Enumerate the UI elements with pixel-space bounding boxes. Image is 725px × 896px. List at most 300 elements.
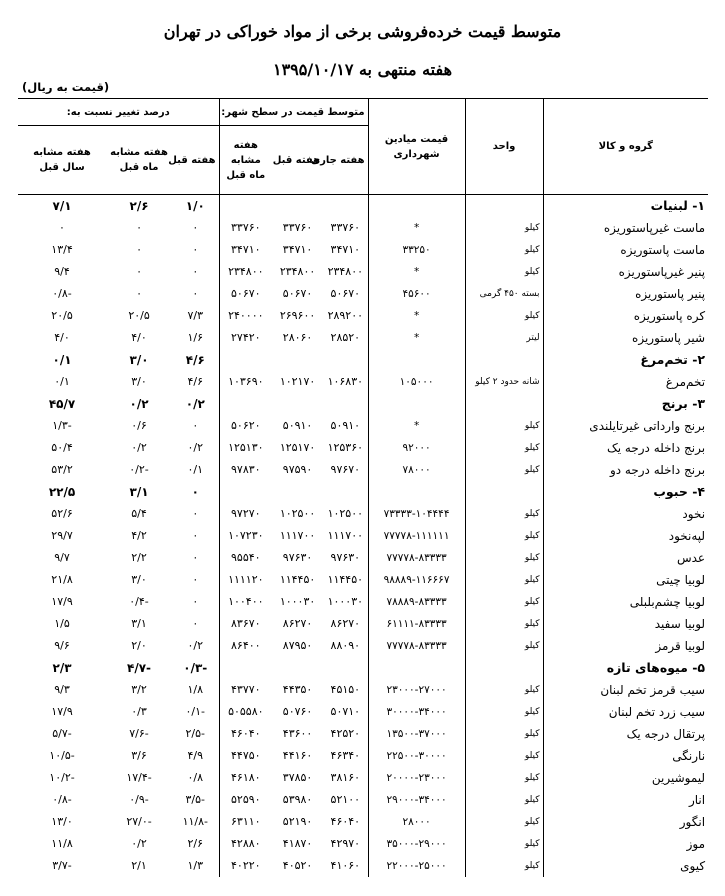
item-name: نارنگی [543, 745, 708, 767]
pct-same-month: ۲/۲ [131, 551, 147, 564]
category-row [18, 481, 708, 503]
current-week-price: ۴۶۰۴۰ [330, 815, 361, 828]
item-unit: کیلو [465, 547, 543, 569]
pct-same-month: ۰ [136, 265, 142, 278]
pct-same-year: ۵۰/۴ [51, 441, 73, 454]
item-name: پرتقال درجه یک [543, 723, 708, 745]
pct-prev-week: ۰ [192, 573, 199, 586]
pct-prev-week: ۱/۰ [185, 198, 205, 213]
item-unit: کیلو [465, 679, 543, 701]
municipal-price [368, 481, 465, 503]
municipal-price: ۲۲۵۰۰-۳۰۰۰۰ [368, 745, 465, 767]
prev-week-price: ۴۴۳۵۰ [282, 683, 313, 696]
table-row [18, 327, 708, 349]
item-unit: کیلو [465, 613, 543, 635]
current-week-price: ۱۱۱۷۰۰ [327, 529, 364, 542]
municipal-price: ۲۳۰۰۰-۲۷۰۰۰ [368, 679, 465, 701]
table-body [18, 195, 708, 877]
current-week-price: ۲۸۵۲۰ [330, 331, 361, 344]
item-name: انگور [543, 811, 708, 833]
pct-same-month: ۲/۰ [131, 639, 147, 652]
pct-same-month: ۳/۰ [131, 573, 147, 586]
item-name: لوبیا قرمز [543, 635, 708, 657]
current-week-price [323, 393, 368, 415]
pct-same-month: ۲/۶ [129, 198, 149, 213]
same-week-month-price: ۲۴۰۰۰۰ [219, 305, 272, 327]
current-week-price: ۳۳۷۶۰ [330, 221, 361, 234]
item-name: برنج داخله درجه یک [543, 437, 708, 459]
pct-prev-week: ۱/۳ [187, 859, 204, 872]
item-name: لوبیا چیتی [543, 569, 708, 591]
pct-prev-week: ۰ [192, 221, 199, 234]
current-week-price: ۲۳۴۸۰۰ [327, 265, 364, 278]
prev-week-price: ۴۱۸۷۰ [282, 837, 313, 850]
prev-week-price: ۱۱۴۴۵۰ [279, 573, 316, 586]
same-week-month-price: ۱۱۱۱۲۰ [219, 569, 272, 591]
municipal-price: ۷۷۷۷۸-۱۱۱۱۱۱ [368, 525, 465, 547]
table-row [18, 503, 708, 525]
header-avg-price: متوسط قیمت در سطح شهر: [219, 99, 368, 126]
same-week-month-price: ۹۵۵۴۰ [219, 547, 272, 569]
report-title: متوسط قیمت خرده‌فروشی برخی از مواد خوراکی در تهران [163, 22, 562, 41]
current-week-price: ۱۲۵۳۶۰ [327, 441, 364, 454]
header-pct-same-month: هفته مشابه ماه قبل [106, 126, 172, 195]
item-unit: کیلو [465, 459, 543, 481]
pct-prev-week: ۰ [191, 484, 199, 499]
item-unit: کیلو [465, 525, 543, 547]
item-unit [465, 481, 543, 503]
pct-same-year: ۵۳/۲ [51, 463, 73, 476]
item-unit: کیلو [465, 503, 543, 525]
same-week-month-price: ۱۰۷۲۳۰ [219, 525, 272, 547]
item-name: پنیر غیرپاستوریزه [543, 261, 708, 283]
table-row [18, 745, 708, 767]
item-name: کره پاستوریزه [543, 305, 708, 327]
item-unit: لیتر [465, 327, 543, 349]
table-row [18, 415, 708, 437]
item-name: شیر پاستوریزه [543, 327, 708, 349]
item-name: لیموشیرین [543, 767, 708, 789]
table-row [18, 723, 708, 745]
item-name: ۳- برنج [543, 393, 708, 415]
item-unit: کیلو [465, 261, 543, 283]
prev-week-price: ۸۷۹۵۰ [282, 639, 313, 652]
pct-same-month: ۰ [136, 221, 142, 234]
header-pct-same-year: هفته مشابه سال قبل [18, 126, 106, 195]
municipal-price: ۲۰۰۰۰-۲۳۰۰۰ [368, 767, 465, 789]
item-unit [465, 195, 543, 217]
same-week-month-price: ۴۳۷۷۰ [219, 679, 272, 701]
table-row [18, 437, 708, 459]
pct-prev-week: -۳/۵ [185, 793, 206, 806]
item-name: ماست پاستوریزه [543, 239, 708, 261]
municipal-price: ۱۳۵۰۰-۳۷۰۰۰ [368, 723, 465, 745]
category-row [18, 393, 708, 415]
current-week-price [323, 195, 368, 217]
same-week-month-price: ۴۲۸۸۰ [219, 833, 272, 855]
municipal-price: * [368, 305, 465, 327]
municipal-price [368, 195, 465, 217]
pct-same-year: -۱۰/۵ [49, 749, 75, 762]
item-unit: کیلو [465, 723, 543, 745]
pct-prev-week: ۰/۲ [187, 441, 204, 454]
same-week-month-price: ۵۰۵۵۸۰ [219, 701, 272, 723]
prev-week-price: ۵۳۹۸۰ [282, 793, 313, 806]
same-week-month-price: ۱۰۳۶۹۰ [219, 371, 272, 393]
same-week-month-price: ۱۲۵۱۳۰ [219, 437, 272, 459]
pct-same-year: ۷/۱ [52, 198, 72, 213]
prev-week-price: ۱۰۲۱۷۰ [279, 375, 316, 388]
municipal-price: ۹۸۸۸۹-۱۱۶۶۶۷ [368, 569, 465, 591]
item-name: سیب زرد تخم لبنان [543, 701, 708, 723]
same-week-month-price: ۲۳۴۸۰۰ [219, 261, 272, 283]
pct-prev-week: ۰ [192, 265, 199, 278]
item-name: ماست غیرپاستوریزه [543, 217, 708, 239]
item-unit: کیلو [465, 855, 543, 877]
pct-prev-week: ۱/۸ [187, 683, 204, 696]
prev-week-price: ۴۰۵۲۰ [282, 859, 313, 872]
item-unit: کیلو [465, 437, 543, 459]
same-week-month-price [219, 657, 272, 679]
pct-prev-week: ۴/۶ [185, 352, 205, 367]
table-row [18, 701, 708, 723]
prev-week-price: ۵۰۹۱۰ [282, 419, 313, 432]
pct-same-month: ۳/۱ [129, 484, 149, 499]
prev-week-price: ۴۳۶۰۰ [282, 727, 313, 740]
prev-week-price: ۲۳۴۸۰۰ [279, 265, 316, 278]
pct-same-year: ۹/۶ [54, 639, 70, 652]
prev-week-price [272, 657, 323, 679]
pct-prev-week: ۰ [192, 529, 199, 542]
header-municipal: قیمت میادین شهرداری [368, 99, 465, 195]
prev-week-price [272, 393, 323, 415]
municipal-price: ۲۸۰۰۰ [368, 811, 465, 833]
municipal-price: * [368, 415, 465, 437]
prev-week-price: ۹۷۶۳۰ [282, 551, 313, 564]
pct-same-month: ۰ [136, 243, 142, 256]
pct-prev-week: ۰ [192, 507, 199, 520]
table-row [18, 767, 708, 789]
item-unit: کیلو [465, 811, 543, 833]
current-week-price: ۴۱۰۶۰ [330, 859, 361, 872]
pct-prev-week: ۴/۹ [187, 749, 204, 762]
table-row [18, 635, 708, 657]
item-name: لوبیا سفید [543, 613, 708, 635]
pct-same-month: -۰/۹ [129, 793, 149, 806]
item-unit: شانه حدود ۲ کیلو [465, 371, 543, 393]
current-week-price: ۵۰۷۱۰ [330, 705, 361, 718]
same-week-month-price [219, 481, 272, 503]
item-unit: کیلو [465, 239, 543, 261]
item-name: ۴- حبوب [543, 481, 708, 503]
item-name: کیوی [543, 855, 708, 877]
pct-same-month: ۰ [136, 287, 142, 300]
same-week-month-price: ۹۷۸۳۰ [219, 459, 272, 481]
category-row [18, 349, 708, 371]
pct-same-year: ۱۳/۴ [51, 243, 73, 256]
header-same-week-month: هفته مشابه ماه قبل [219, 126, 272, 195]
prev-week-price: ۱۰۰۰۳۰ [279, 595, 316, 608]
pct-prev-week: -۰/۱ [185, 705, 206, 718]
table-row [18, 833, 708, 855]
prev-week-price: ۵۲۱۹۰ [282, 815, 313, 828]
prev-week-price [272, 481, 323, 503]
header-pct-prev-week: هفته قبل [172, 126, 219, 195]
municipal-price: * [368, 327, 465, 349]
pct-same-month: ۰/۲ [131, 441, 147, 454]
current-week-price: ۸۶۲۷۰ [330, 617, 361, 630]
item-unit [465, 657, 543, 679]
pct-same-year: -۱۰/۲ [49, 771, 75, 784]
pct-prev-week: ۰/۱ [187, 463, 204, 476]
table-row [18, 371, 708, 393]
item-unit [465, 349, 543, 371]
pct-same-year: ۲۰/۵ [51, 309, 73, 322]
current-week-price: ۵۰۹۱۰ [330, 419, 361, 432]
pct-same-year: ۱۷/۹ [51, 595, 73, 608]
pct-same-month: ۰/۳ [131, 705, 147, 718]
same-week-month-price: ۳۴۷۱۰ [219, 239, 272, 261]
municipal-price [368, 657, 465, 679]
current-week-price: ۱۰۰۰۳۰ [327, 595, 364, 608]
current-week-price: ۱۱۴۴۵۰ [327, 573, 364, 586]
report-subtitle: هفته منتهی به ۱۳۹۵/۱۰/۱۷ [272, 60, 453, 79]
municipal-price: ۹۲۰۰۰ [368, 437, 465, 459]
same-week-month-price: ۵۲۵۹۰ [219, 789, 272, 811]
pct-prev-week: ۰ [192, 617, 199, 630]
pct-same-month: -۴/۷ [127, 660, 152, 675]
current-week-price: ۹۷۶۷۰ [330, 463, 361, 476]
pct-same-month: ۲/۱ [131, 859, 147, 872]
table-row [18, 239, 708, 261]
item-name: لوبیا چشم‌بلبلی [543, 591, 708, 613]
item-unit [465, 393, 543, 415]
pct-same-year: -۰/۸ [52, 287, 72, 300]
pct-prev-week: ۱/۶ [187, 331, 204, 344]
pct-same-month: ۲۰/۵ [128, 309, 150, 322]
prev-week-price: ۵۰۷۶۰ [282, 705, 313, 718]
municipal-price [368, 349, 465, 371]
same-week-month-price [219, 393, 272, 415]
table-row [18, 459, 708, 481]
item-unit: کیلو [465, 217, 543, 239]
current-week-price: ۴۲۵۲۰ [330, 727, 361, 740]
prev-week-price: ۴۴۱۶۰ [282, 749, 313, 762]
current-week-price [323, 349, 368, 371]
same-week-month-price: ۱۰۰۴۰۰ [219, 591, 272, 613]
item-unit: کیلو [465, 701, 543, 723]
pct-same-month: ۳/۰ [131, 375, 147, 388]
current-week-price: ۳۸۱۶۰ [330, 771, 361, 784]
pct-same-year: ۰/۱ [54, 375, 70, 388]
prev-week-price: ۹۷۵۹۰ [282, 463, 313, 476]
municipal-price: ۷۷۷۷۸-۸۳۳۳۳ [368, 547, 465, 569]
item-name: ۱- لبنیات [543, 195, 708, 217]
prev-week-price: ۲۶۹۶۰۰ [279, 309, 316, 322]
current-week-price: ۴۵۱۵۰ [330, 683, 361, 696]
current-week-price [323, 657, 368, 679]
current-week-price: ۵۰۶۷۰ [330, 287, 361, 300]
same-week-month-price: ۸۶۴۰۰ [219, 635, 272, 657]
price-table [18, 98, 708, 877]
municipal-price: ۷۷۷۷۸-۸۳۳۳۳ [368, 635, 465, 657]
pct-same-month: ۳/۰ [129, 352, 149, 367]
pct-same-year: ۴۵/۷ [48, 396, 76, 411]
municipal-price: ۲۹۰۰۰-۳۴۰۰۰ [368, 789, 465, 811]
pct-same-year: -۰/۸ [52, 793, 72, 806]
pct-same-month: -۲۷/۰ [126, 815, 152, 828]
same-week-month-price: ۵۰۶۲۰ [219, 415, 272, 437]
same-week-month-price: ۴۰۲۲۰ [219, 855, 272, 877]
pct-same-month: ۳/۲ [131, 683, 147, 696]
same-week-month-price: ۲۷۴۲۰ [219, 327, 272, 349]
table-row [18, 283, 708, 305]
table-row [18, 679, 708, 701]
pct-same-month: ۰/۲ [131, 837, 147, 850]
pct-same-month: ۰/۶ [131, 419, 147, 432]
current-week-price: ۸۸۰۹۰ [330, 639, 361, 652]
item-name: ۵- میوه‌های تازه [543, 657, 708, 679]
item-name: تخم‌مرغ [543, 371, 708, 393]
pct-prev-week: ۰ [192, 551, 199, 564]
category-row [18, 657, 708, 679]
municipal-price: ۶۱۱۱۱-۸۳۳۳۳ [368, 613, 465, 635]
item-name: نخود [543, 503, 708, 525]
municipal-price: * [368, 217, 465, 239]
municipal-price [368, 393, 465, 415]
pct-same-year: ۲۱/۸ [51, 573, 73, 586]
prev-week-price: ۳۷۸۵۰ [282, 771, 313, 784]
item-name: ۲- تخم‌مرغ [543, 349, 708, 371]
item-name: پنیر پاستوریزه [543, 283, 708, 305]
pct-prev-week: -۲/۵ [185, 727, 206, 740]
pct-same-year: ۰/۱ [52, 352, 72, 367]
pct-same-year: -۱/۳ [52, 419, 72, 432]
current-week-price: ۹۷۶۳۰ [330, 551, 361, 564]
municipal-price: ۴۵۶۰۰ [368, 283, 465, 305]
same-week-month-price: ۴۴۷۵۰ [219, 745, 272, 767]
category-row [18, 195, 708, 217]
item-name: انار [543, 789, 708, 811]
prev-week-price: ۸۶۲۷۰ [282, 617, 313, 630]
prev-week-price: ۳۳۷۶۰ [282, 221, 313, 234]
pct-prev-week: ۴/۶ [187, 375, 204, 388]
table-row [18, 569, 708, 591]
header-prev-week: هفته قبل [272, 126, 323, 195]
pct-same-month: -۷/۶ [129, 727, 149, 740]
same-week-month-price: ۶۳۱۱۰ [219, 811, 272, 833]
header-current-week: هفته جاری [323, 126, 368, 195]
pct-prev-week: ۰ [192, 595, 199, 608]
current-week-price: ۴۲۹۷۰ [330, 837, 361, 850]
same-week-month-price: ۸۳۶۷۰ [219, 613, 272, 635]
current-week-price: ۵۲۱۰۰ [330, 793, 361, 806]
prev-week-price: ۱۰۲۵۰۰ [279, 507, 316, 520]
pct-prev-week: ۰ [192, 419, 199, 432]
item-unit: بسته ۴۵۰ گرمی [465, 283, 543, 305]
header-unit: واحد [465, 99, 543, 195]
pct-prev-week: -۰/۳ [183, 660, 208, 675]
item-unit: کیلو [465, 569, 543, 591]
pct-same-month: -۰/۲ [129, 463, 149, 476]
pct-same-month: ۳/۱ [131, 617, 147, 630]
pct-same-year: ۹/۷ [54, 551, 70, 564]
prev-week-price: ۱۲۵۱۷۰ [279, 441, 316, 454]
pct-same-month: ۳/۶ [131, 749, 147, 762]
item-unit: کیلو [465, 789, 543, 811]
table-row [18, 855, 708, 877]
current-week-price [323, 481, 368, 503]
municipal-price: ۳۳۲۵۰ [368, 239, 465, 261]
prev-week-price [272, 195, 323, 217]
item-name: لپه‌نخود [543, 525, 708, 547]
table-row [18, 613, 708, 635]
municipal-price: ۳۵۰۰۰-۲۹۰۰۰ [368, 833, 465, 855]
pct-prev-week: ۰/۲ [187, 639, 204, 652]
pct-prev-week: ۰/۸ [187, 771, 204, 784]
municipal-price: ۷۸۸۸۹-۸۳۳۳۳ [368, 591, 465, 613]
pct-same-month: ۵/۴ [131, 507, 147, 520]
same-week-month-price: ۴۶۰۴۰ [219, 723, 272, 745]
same-week-month-price [219, 349, 272, 371]
pct-same-month: ۰/۲ [129, 396, 149, 411]
pct-prev-week: ۰ [192, 287, 199, 300]
current-week-price: ۳۴۷۱۰ [330, 243, 361, 256]
table-row [18, 811, 708, 833]
pct-same-year: ۲۲/۵ [48, 484, 76, 499]
current-week-price: ۴۶۳۴۰ [330, 749, 361, 762]
municipal-price: ۱۰۵۰۰۰ [368, 371, 465, 393]
item-unit: کیلو [465, 833, 543, 855]
current-week-price: ۲۸۹۲۰۰ [327, 309, 364, 322]
municipal-price: ۷۳۳۳۳-۱۰۴۴۴۴ [368, 503, 465, 525]
item-unit: کیلو [465, 635, 543, 657]
pct-same-year: -۳/۷ [52, 859, 72, 872]
pct-same-year: ۴/۰ [54, 331, 70, 344]
pct-same-year: ۲/۳ [52, 660, 72, 675]
item-name: سیب قرمز تخم لبنان [543, 679, 708, 701]
pct-same-year: ۰ [59, 221, 65, 234]
table-row [18, 305, 708, 327]
table-row [18, 217, 708, 239]
same-week-month-price: ۴۶۱۸۰ [219, 767, 272, 789]
item-unit: کیلو [465, 591, 543, 613]
municipal-price: * [368, 261, 465, 283]
table-row [18, 525, 708, 547]
same-week-month-price [219, 195, 272, 217]
pct-prev-week: -۱۱/۸ [182, 815, 208, 828]
prev-week-price: ۲۸۰۶۰ [282, 331, 313, 344]
pct-same-month: -۰/۴ [129, 595, 149, 608]
pct-same-year: ۹/۳ [54, 683, 70, 696]
pct-same-month: ۴/۰ [131, 331, 147, 344]
item-name: موز [543, 833, 708, 855]
item-name: برنج وارداتی غیرتایلندی [543, 415, 708, 437]
prev-week-price: ۳۴۷۱۰ [282, 243, 313, 256]
current-week-price: ۱۰۲۵۰۰ [327, 507, 364, 520]
current-week-price: ۱۰۶۸۳۰ [327, 375, 364, 388]
item-unit: کیلو [465, 415, 543, 437]
municipal-price: ۷۸۰۰۰ [368, 459, 465, 481]
pct-prev-week: ۷/۳ [187, 309, 204, 322]
pct-same-year: ۱۷/۹ [51, 705, 73, 718]
item-name: برنج داخله درجه دو [543, 459, 708, 481]
item-name: عدس [543, 547, 708, 569]
same-week-month-price: ۵۰۶۷۰ [219, 283, 272, 305]
pct-prev-week: ۰/۲ [185, 396, 205, 411]
pct-same-year: -۵/۷ [52, 727, 72, 740]
item-unit: کیلو [465, 305, 543, 327]
